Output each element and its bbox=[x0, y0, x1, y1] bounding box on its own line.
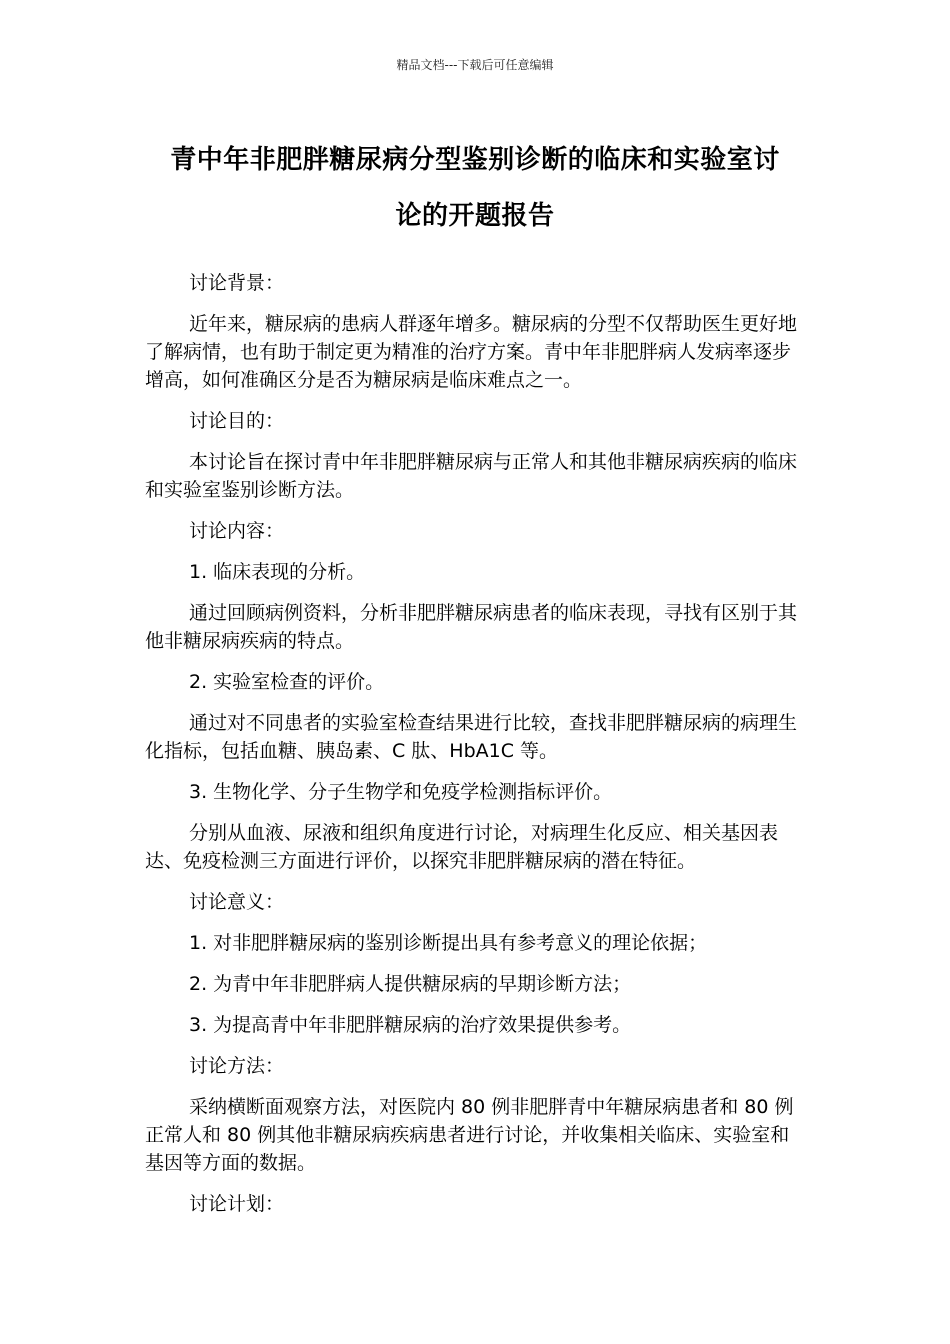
section-heading-content: 讨论内容： bbox=[189, 520, 285, 542]
list-item-significance-2: 2. 为青中年非肥胖病人提供糖尿病的早期诊断方法； bbox=[189, 973, 632, 995]
list-item-significance-3: 3. 为提高青中年非肥胖糖尿病的治疗效果提供参考。 bbox=[189, 1014, 632, 1036]
section-heading-purpose: 讨论目的： bbox=[189, 410, 285, 432]
list-item-clinical: 1. 临床表现的分析。 bbox=[189, 561, 366, 583]
list-item-lab: 2. 实验室检查的评价。 bbox=[189, 671, 385, 693]
document-title-line-2: 论的开题报告 bbox=[395, 201, 555, 231]
paragraph-method: 采纳横断面观察方法，对医院内 80 例非肥胖青中年糖尿病患者和 80 例正常人和 80 例其他非糖尿病疾病患者进行讨论，并收集相关临床、实验室和基因等方面的数据。 bbox=[145, 1096, 794, 1174]
paragraph-background: 近年来，糖尿病的患病人群逐年增多。糖尿病的分型不仅帮助医生更好地了解病情，也有助于制定更为精准的治疗方案。青中年非肥胖病人发病率逐步增高，如何准确区分是否为糖尿病是临床难点之一。 bbox=[145, 313, 798, 391]
section-heading-background: 讨论背景： bbox=[189, 272, 285, 294]
paragraph-purpose: 本讨论旨在探讨青中年非肥胖糖尿病与正常人和其他非糖尿病疾病的临床和实验室鉴别诊断方法。 bbox=[145, 451, 798, 501]
paragraph-clinical: 通过回顾病例资料，分析非肥胖糖尿病患者的临床表现，寻找有区别于其他非糖尿病疾病的特点。 bbox=[145, 602, 798, 652]
section-heading-significance: 讨论意义： bbox=[189, 891, 285, 913]
document-body bbox=[145, 269, 805, 1231]
header-note: 精品文档---下载后可任意编辑 bbox=[396, 58, 554, 72]
list-item-significance-1: 1. 对非肥胖糖尿病的鉴别诊断提出具有参考意义的理论依据； bbox=[189, 932, 708, 954]
document-title bbox=[140, 132, 810, 244]
section-heading-method: 讨论方法： bbox=[189, 1055, 285, 1077]
section-heading-plan: 讨论计划： bbox=[189, 1193, 285, 1215]
paragraph-biochem: 分别从血液、尿液和组织角度进行讨论，对病理生化反应、相关基因表达、免疫检测三方面进行评价，以探究非肥胖糖尿病的潜在特征。 bbox=[145, 822, 779, 872]
list-item-biochem: 3. 生物化学、分子生物学和免疫学检测指标评价。 bbox=[189, 781, 613, 803]
document-title-line-1: 青中年非肥胖糖尿病分型鉴别诊断的临床和实验室讨 bbox=[170, 145, 780, 175]
paragraph-lab: 通过对不同患者的实验室检查结果进行比较，查找非肥胖糖尿病的病理生化指标，包括血糖、胰岛素、C 肽、HbA1C 等。 bbox=[145, 712, 798, 762]
